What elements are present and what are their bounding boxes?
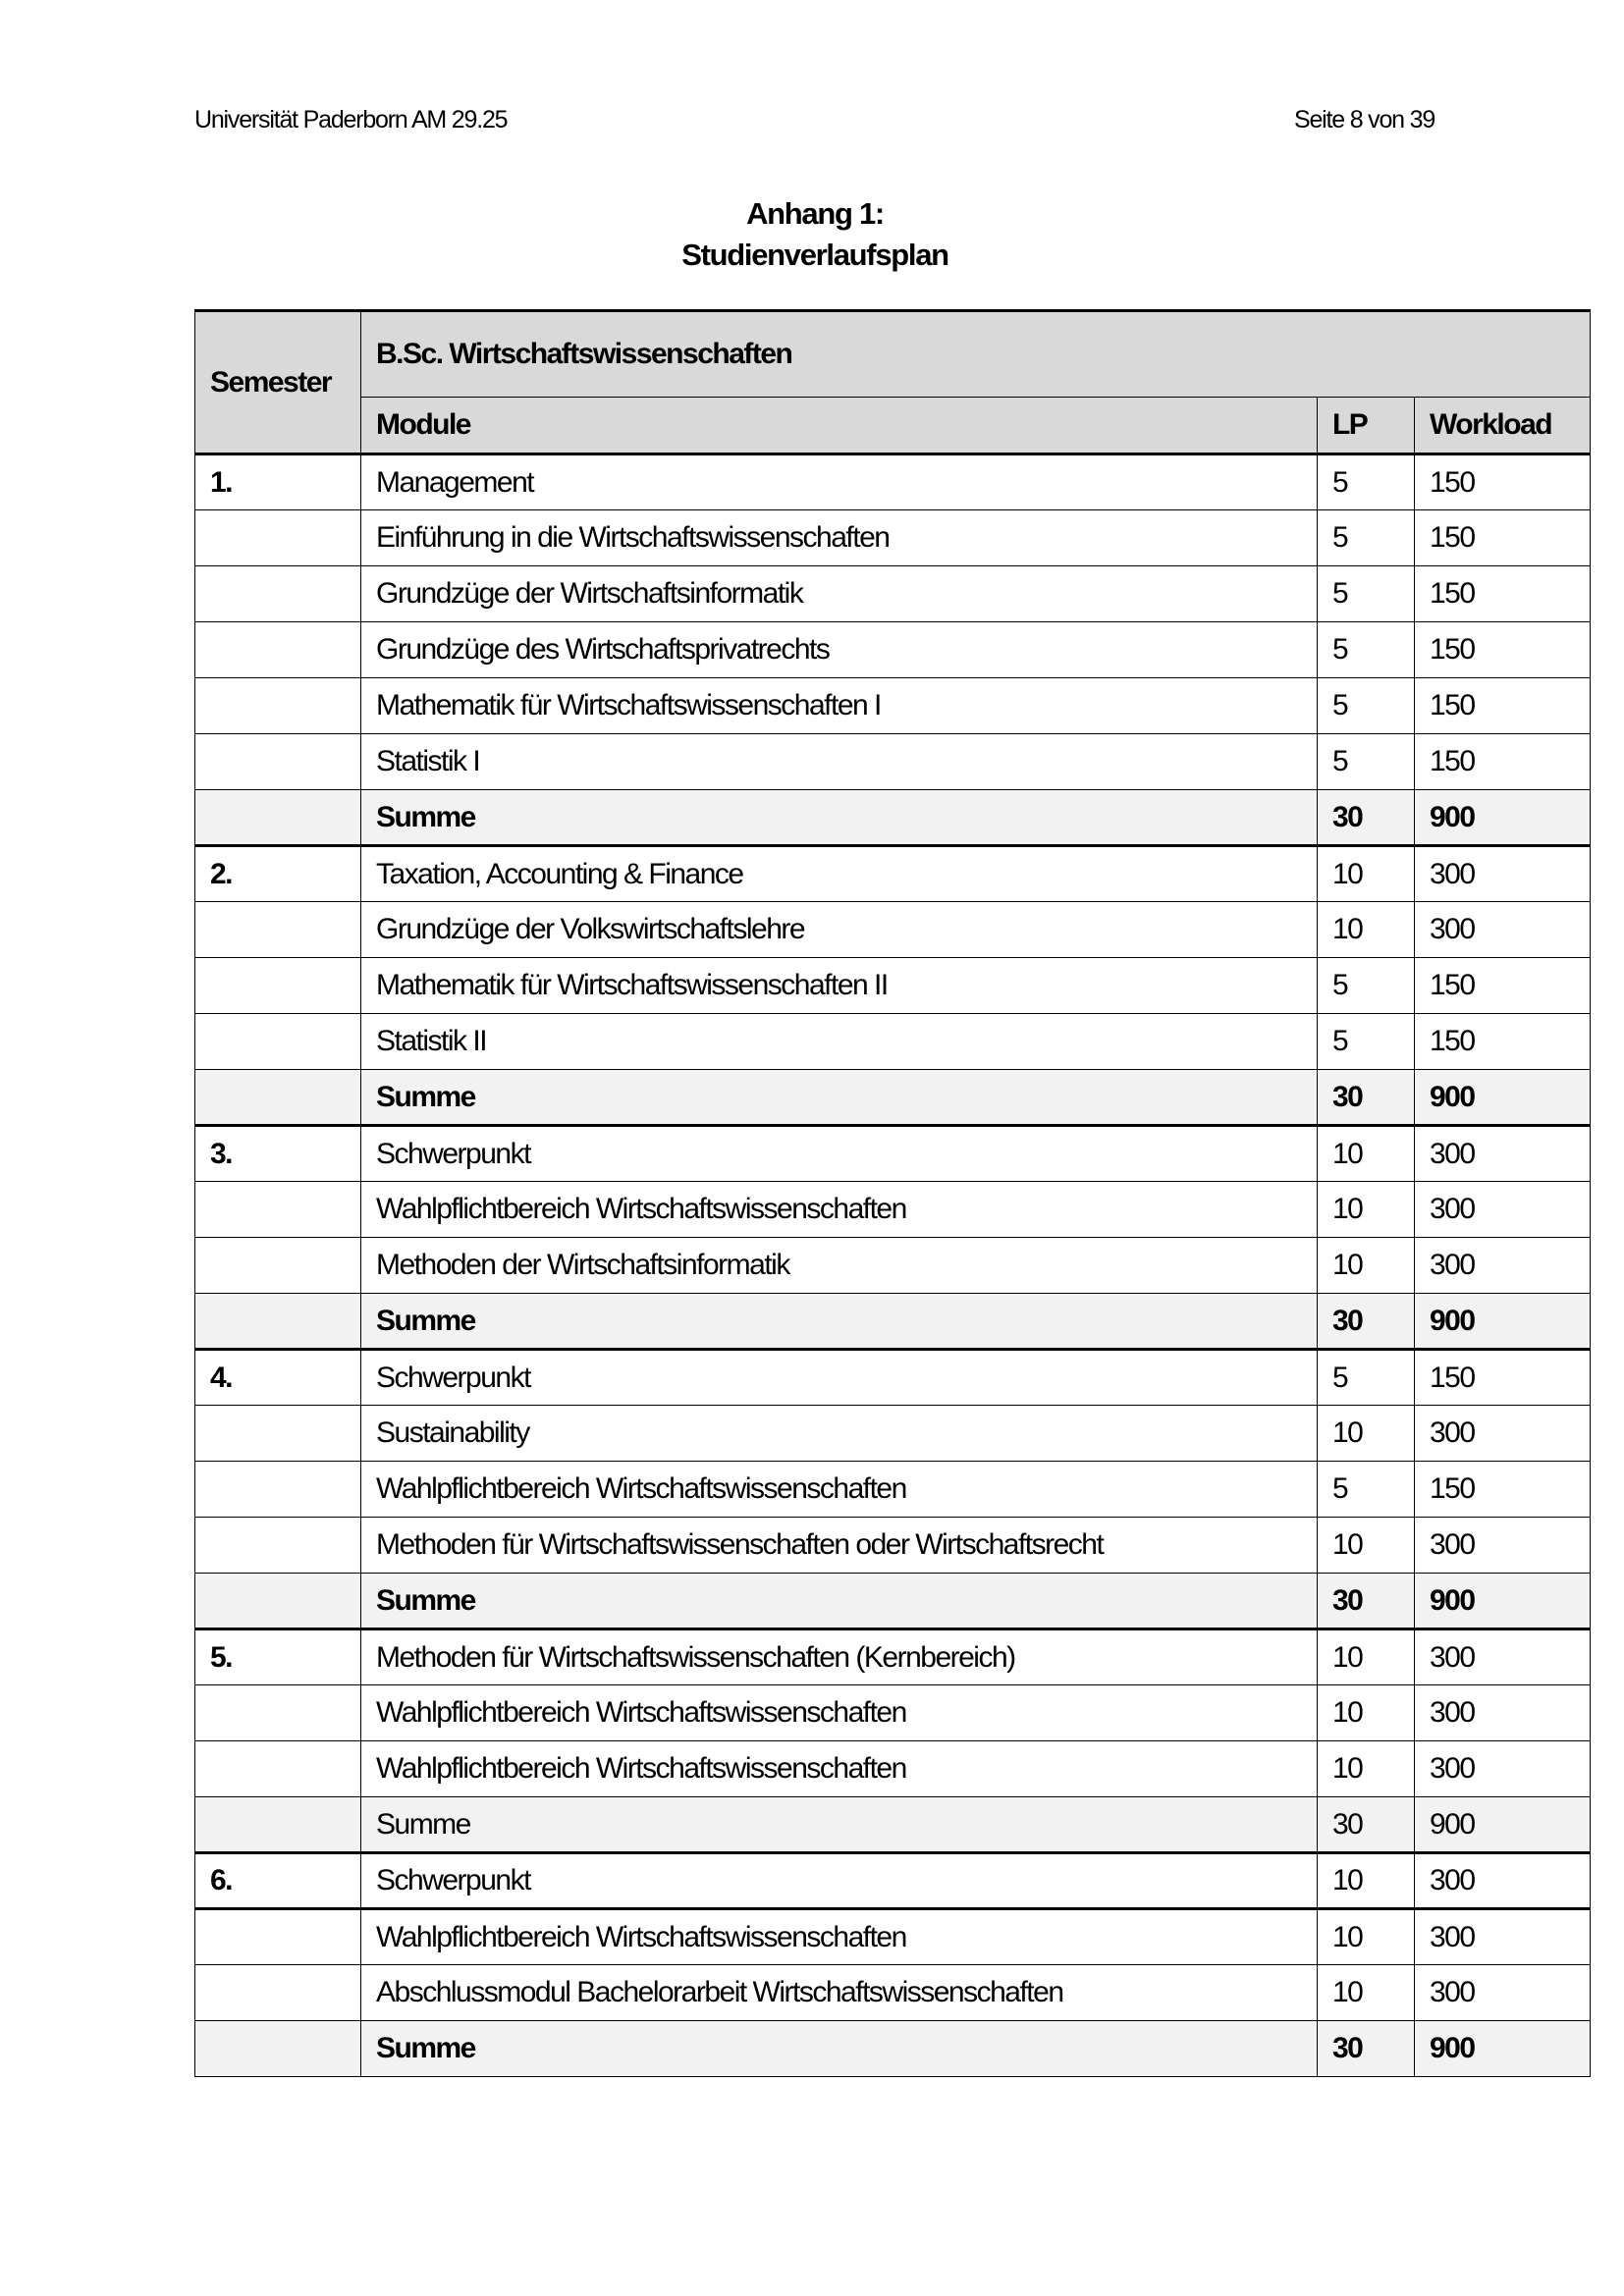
table-row (195, 1462, 1591, 1518)
semester-cell (195, 622, 361, 678)
workload-cell: 300 (1414, 1909, 1590, 1965)
lp-header: LP (1317, 398, 1414, 454)
table-row (195, 1238, 1591, 1294)
workload-cell: 150 (1414, 566, 1590, 622)
workload-cell: 300 (1414, 1629, 1590, 1685)
program-header: B.Sc. Wirtschaftswissenschaften (361, 311, 1591, 398)
summary-row (195, 1294, 1591, 1350)
module-cell: Schwerpunkt (361, 1350, 1318, 1406)
table-row (195, 1518, 1591, 1574)
module-cell: Summe (361, 1797, 1318, 1853)
table-row (195, 1014, 1591, 1070)
module-cell: Schwerpunkt (361, 1853, 1318, 1909)
lp-cell: 10 (1317, 1685, 1414, 1741)
lp-cell: 10 (1317, 1741, 1414, 1797)
annex-title: Anhang 1: (746, 196, 884, 231)
semester-cell (195, 1014, 361, 1070)
module-cell: Methoden für Wirtschaftswissenschaften (Kernbereich) (361, 1629, 1318, 1685)
workload-cell: 300 (1414, 1406, 1590, 1462)
module-cell: Sustainability (361, 1406, 1318, 1462)
workload-cell: 150 (1414, 1462, 1590, 1518)
workload-cell: 150 (1414, 678, 1590, 734)
semester-cell (195, 1685, 361, 1741)
semester-cell (195, 510, 361, 566)
module-cell: Wahlpflichtbereich Wirtschaftswissenschaften (361, 1182, 1318, 1238)
workload-cell: 900 (1414, 1070, 1590, 1126)
lp-cell: 10 (1317, 1518, 1414, 1574)
workload-cell: 900 (1414, 1574, 1590, 1629)
workload-cell: 900 (1414, 1294, 1590, 1350)
module-header: Module (361, 398, 1318, 454)
module-cell: Einführung in die Wirtschaftswissenschaften (361, 510, 1318, 566)
lp-cell: 10 (1317, 1629, 1414, 1685)
semester-cell (195, 958, 361, 1014)
table-row (195, 510, 1591, 566)
table-row (195, 902, 1591, 958)
semester-cell (195, 1182, 361, 1238)
table-row (195, 1126, 1591, 1182)
lp-cell: 10 (1317, 1853, 1414, 1909)
semester-cell: 3. (195, 1126, 361, 1182)
module-cell: Mathematik für Wirtschaftswissenschaften II (361, 958, 1318, 1014)
table-header-row (195, 311, 1591, 398)
workload-cell: 300 (1414, 1741, 1590, 1797)
lp-cell: 10 (1317, 1238, 1414, 1294)
workload-cell: 900 (1414, 1797, 1590, 1853)
semester-cell (195, 1070, 361, 1126)
semester-cell (195, 734, 361, 790)
annex-subtitle: Studienverlaufsplan (681, 238, 948, 272)
lp-cell: 10 (1317, 1406, 1414, 1462)
module-cell: Summe (361, 790, 1318, 846)
lp-cell: 5 (1317, 734, 1414, 790)
semester-cell (195, 1741, 361, 1797)
module-cell: Wahlpflichtbereich Wirtschaftswissenschaften (361, 1909, 1318, 1965)
semester-cell (195, 902, 361, 958)
workload-cell: 150 (1414, 958, 1590, 1014)
module-cell: Methoden der Wirtschaftsinformatik (361, 1238, 1318, 1294)
module-cell: Taxation, Accounting & Finance (361, 846, 1318, 902)
semester-cell (195, 1518, 361, 1574)
summary-row (195, 1797, 1591, 1853)
lp-cell: 5 (1317, 454, 1414, 510)
lp-cell: 10 (1317, 1182, 1414, 1238)
module-cell: Grundzüge der Volkswirtschaftslehre (361, 902, 1318, 958)
workload-cell: 150 (1414, 734, 1590, 790)
module-cell: Schwerpunkt (361, 1126, 1318, 1182)
workload-cell: 300 (1414, 1126, 1590, 1182)
semester-cell (195, 566, 361, 622)
module-cell: Grundzüge der Wirtschaftsinformatik (361, 566, 1318, 622)
workload-cell: 150 (1414, 454, 1590, 510)
summary-row (195, 1070, 1591, 1126)
semester-cell: 4. (195, 1350, 361, 1406)
summary-row (195, 790, 1591, 846)
semester-cell (195, 1294, 361, 1350)
lp-cell: 5 (1317, 622, 1414, 678)
lp-cell: 5 (1317, 958, 1414, 1014)
module-cell: Statistik I (361, 734, 1318, 790)
lp-cell: 10 (1317, 1965, 1414, 2021)
table-row (195, 846, 1591, 902)
summary-row (195, 1574, 1591, 1629)
table-row (195, 622, 1591, 678)
header-page-number: Seite 8 von 39 (1294, 106, 1435, 133)
workload-cell: 150 (1414, 1350, 1590, 1406)
table-row (195, 1685, 1591, 1741)
module-cell: Management (361, 454, 1318, 510)
workload-cell: 300 (1414, 846, 1590, 902)
semester-cell (195, 2021, 361, 2077)
workload-cell: 150 (1414, 622, 1590, 678)
lp-cell: 30 (1317, 1070, 1414, 1126)
module-cell: Summe (361, 1294, 1318, 1350)
module-cell: Summe (361, 1070, 1318, 1126)
table-row (195, 678, 1591, 734)
workload-cell: 300 (1414, 1685, 1590, 1741)
semester-cell (195, 1462, 361, 1518)
module-cell: Mathematik für Wirtschaftswissenschaften I (361, 678, 1318, 734)
module-cell: Wahlpflichtbereich Wirtschaftswissenschaften (361, 1462, 1318, 1518)
table-row (195, 1350, 1591, 1406)
table-row (195, 1182, 1591, 1238)
table-column-header-row (195, 398, 1591, 454)
semester-cell (195, 1965, 361, 2021)
workload-cell: 300 (1414, 902, 1590, 958)
table-row (195, 1629, 1591, 1685)
header-institution: Universität Paderborn AM 29.25 (194, 106, 508, 133)
lp-cell: 5 (1317, 510, 1414, 566)
semester-cell (195, 678, 361, 734)
semester-cell (195, 790, 361, 846)
semester-cell: 2. (195, 846, 361, 902)
lp-cell: 5 (1317, 566, 1414, 622)
semester-cell (195, 1406, 361, 1462)
workload-cell: 300 (1414, 1238, 1590, 1294)
workload-header: Workload (1414, 398, 1590, 454)
workload-cell: 900 (1414, 2021, 1590, 2077)
workload-cell: 300 (1414, 1853, 1590, 1909)
lp-cell: 5 (1317, 1014, 1414, 1070)
table-row (195, 1406, 1591, 1462)
table-row (195, 734, 1591, 790)
workload-cell: 150 (1414, 510, 1590, 566)
module-cell: Methoden für Wirtschaftswissenschaften oder Wirtschaftsrecht (361, 1518, 1318, 1574)
module-cell: Summe (361, 1574, 1318, 1629)
lp-cell: 10 (1317, 902, 1414, 958)
lp-cell: 10 (1317, 1126, 1414, 1182)
lp-cell: 5 (1317, 1350, 1414, 1406)
semester-cell (195, 1797, 361, 1853)
table-row (195, 1741, 1591, 1797)
table-row (195, 1965, 1591, 2021)
lp-cell: 10 (1317, 846, 1414, 902)
semester-cell (195, 1238, 361, 1294)
workload-cell: 900 (1414, 790, 1590, 846)
module-cell: Abschlussmodul Bachelorarbeit Wirtschaftswissenschaften (361, 1965, 1318, 2021)
semester-cell: 5. (195, 1629, 361, 1685)
workload-cell: 150 (1414, 1014, 1590, 1070)
lp-cell: 30 (1317, 1574, 1414, 1629)
lp-cell: 5 (1317, 1462, 1414, 1518)
lp-cell: 30 (1317, 2021, 1414, 2077)
summary-row (195, 2021, 1591, 2077)
semester-cell (195, 1574, 361, 1629)
semester-cell (195, 1909, 361, 1965)
module-cell: Grundzüge des Wirtschaftsprivatrechts (361, 622, 1318, 678)
module-cell: Wahlpflichtbereich Wirtschaftswissenschaften (361, 1741, 1318, 1797)
table-row (195, 1853, 1591, 1909)
semester-header: Semester (195, 311, 361, 454)
semester-cell: 6. (195, 1853, 361, 1909)
lp-cell: 30 (1317, 1294, 1414, 1350)
lp-cell: 30 (1317, 1797, 1414, 1853)
module-cell: Wahlpflichtbereich Wirtschaftswissenschaften (361, 1685, 1318, 1741)
module-cell: Summe (361, 2021, 1318, 2077)
table-row (195, 454, 1591, 510)
workload-cell: 300 (1414, 1965, 1590, 2021)
semester-cell: 1. (195, 454, 361, 510)
study-plan-table (194, 309, 1591, 2077)
module-cell: Statistik II (361, 1014, 1318, 1070)
table-row (195, 1909, 1591, 1965)
workload-cell: 300 (1414, 1518, 1590, 1574)
table-row (195, 566, 1591, 622)
lp-cell: 5 (1317, 678, 1414, 734)
table-row (195, 958, 1591, 1014)
workload-cell: 300 (1414, 1182, 1590, 1238)
lp-cell: 30 (1317, 790, 1414, 846)
lp-cell: 10 (1317, 1909, 1414, 1965)
